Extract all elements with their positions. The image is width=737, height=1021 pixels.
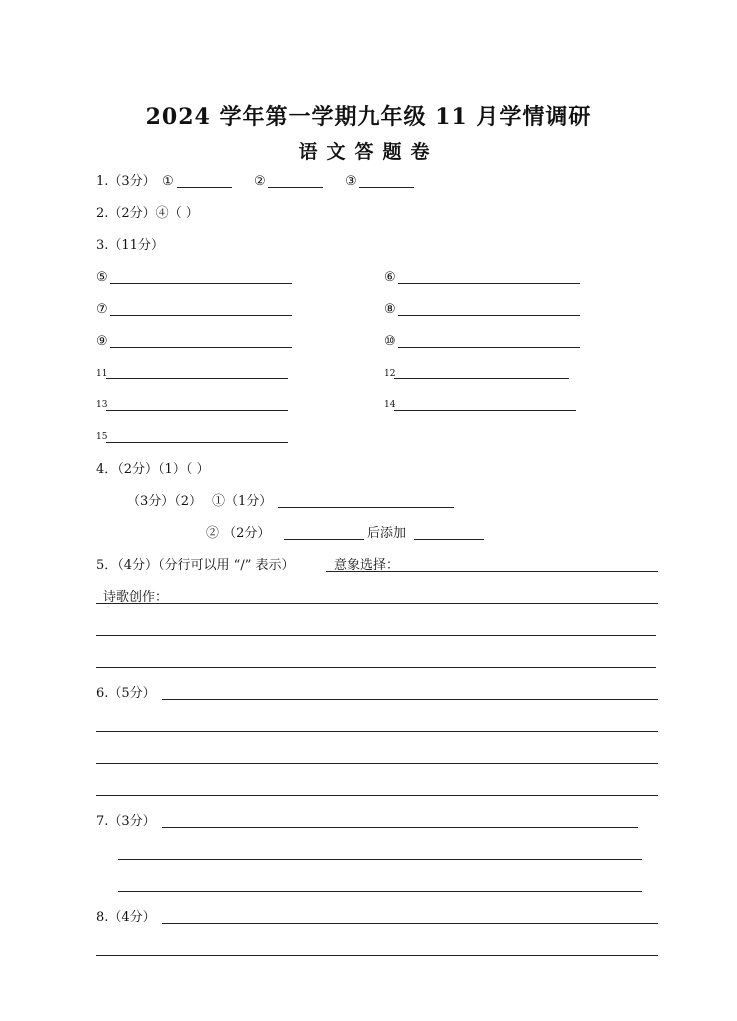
q2-label: 2.（2分）④（ ） (96, 206, 199, 221)
q6-answer-line-3[interactable] (96, 763, 658, 764)
q6-answer-line-4[interactable] (96, 795, 658, 796)
q7-answer-line-1[interactable] (162, 827, 638, 828)
q4-sub2-answer-line-2[interactable] (414, 539, 484, 540)
q1-label: 1.（3分） (96, 174, 156, 189)
q3-mark-15: 15 (96, 432, 108, 442)
page-title: 2024 学年第一学期九年级 11 月学情调研 (145, 104, 592, 130)
q4-sub2-label: ② （2分） (206, 526, 271, 541)
q3-answer-line-7[interactable] (110, 315, 292, 316)
q3-answer-line-9[interactable] (110, 347, 292, 348)
q7-label: 7.（3分） (96, 814, 156, 829)
q8-label: 8.（4分） (96, 910, 156, 925)
q3-answer-line-13[interactable] (106, 410, 288, 411)
q4-label: 4．（2分）（1）（ ） (96, 462, 210, 477)
page-subtitle: 语文答题卷 (298, 141, 439, 163)
q3-answer-line-15[interactable] (106, 442, 288, 443)
q3-answer-line-6[interactable] (398, 283, 580, 284)
q4-sub2-answer-line-1[interactable] (284, 539, 364, 540)
q3-mark-5: ⑤ (96, 270, 108, 285)
q4-sub1-answer-line[interactable] (278, 507, 454, 508)
q4-sub2-middle-text: 后添加 (367, 526, 407, 541)
q3-answer-line-5[interactable] (110, 283, 292, 284)
q1-mark-2: ② (254, 174, 266, 189)
q6-answer-line-1[interactable] (162, 699, 658, 700)
q1-answer-line-1[interactable] (177, 187, 232, 188)
q3-answer-line-11[interactable] (106, 378, 288, 379)
q5-poem-answer-line-2[interactable] (96, 635, 656, 636)
q8-answer-line-1[interactable] (162, 923, 658, 924)
q3-mark-7: ⑦ (96, 302, 108, 317)
q5-poem-answer-line-3[interactable] (96, 667, 656, 668)
q8-answer-line-2[interactable] (96, 955, 658, 956)
q4-part2-label: （3分）（2） (127, 494, 203, 509)
q3-answer-line-10[interactable] (398, 347, 580, 348)
q1-answer-line-2[interactable] (268, 187, 323, 188)
q3-mark-14: 14 (384, 400, 396, 410)
q5-poem-answer-line-1[interactable] (96, 603, 658, 604)
q5-imagery-answer-line[interactable] (326, 571, 658, 572)
q3-answer-line-12[interactable] (394, 378, 569, 379)
q5-poem-label: 诗歌创作： (103, 590, 169, 605)
q3-mark-8: ⑧ (384, 302, 396, 317)
q6-label: 6.（5分） (96, 686, 156, 701)
q3-mark-10: ⑩ (384, 334, 396, 349)
q7-answer-line-2[interactable] (118, 859, 642, 860)
q3-mark-9: ⑨ (96, 334, 108, 349)
q3-label: 3.（11分） (96, 238, 164, 253)
q3-answer-line-14[interactable] (394, 410, 576, 411)
q3-mark-13: 13 (96, 400, 108, 410)
q6-answer-line-2[interactable] (96, 731, 658, 732)
q3-answer-line-8[interactable] (398, 315, 580, 316)
q4-sub1-label: ①（1分） (212, 494, 273, 509)
q3-mark-11: 11 (96, 369, 108, 379)
q5-imagery-label: 意象选择： (334, 558, 400, 573)
q1-mark-3: ③ (345, 174, 357, 189)
q3-mark-6: ⑥ (384, 270, 396, 285)
q1-answer-line-3[interactable] (359, 187, 414, 188)
q3-mark-12: 12 (384, 369, 396, 379)
q1-mark-1: ① (162, 174, 174, 189)
q5-label: 5．（4分）（分行可以用 “/” 表示） (96, 558, 295, 573)
q7-answer-line-3[interactable] (118, 891, 642, 892)
